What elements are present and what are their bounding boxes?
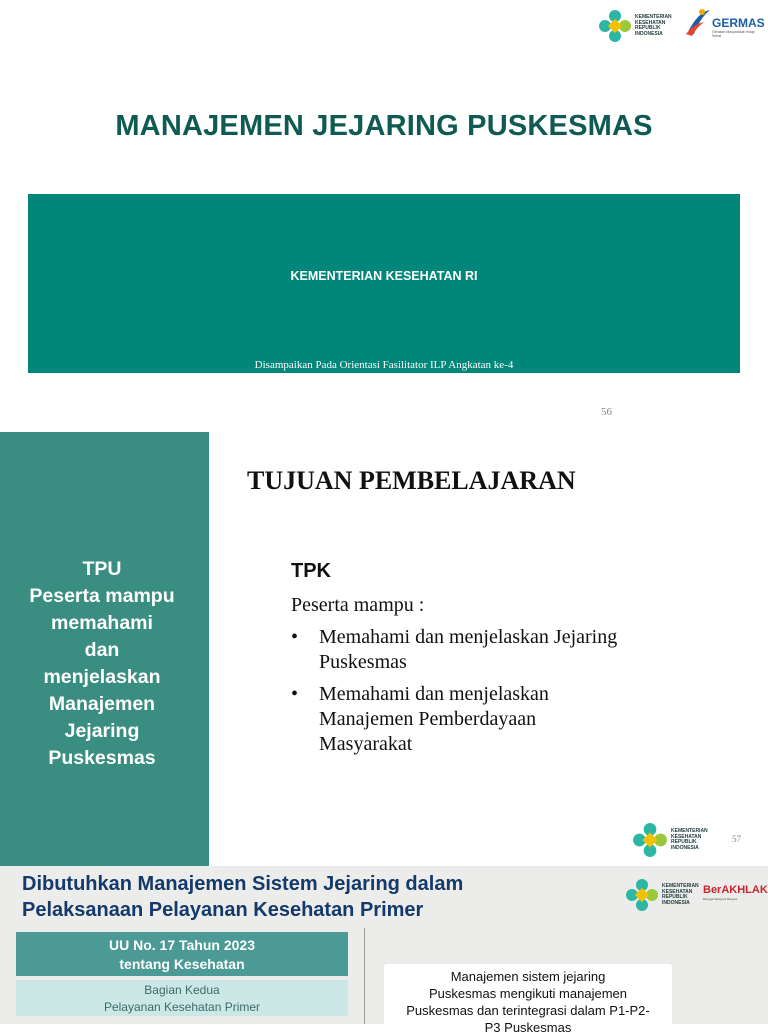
tpu-line: TPU (82, 558, 122, 580)
heading-line: Dibutuhkan Manajemen Sistem Jejaring dalam (22, 873, 464, 895)
vertical-divider (364, 928, 365, 1024)
logo-line: KESEHATAN (671, 833, 702, 840)
network-description-box (384, 964, 672, 1034)
kemenkes-logo-text (662, 884, 699, 906)
logo-line: KEMENTERIAN (671, 828, 708, 834)
tpk-intro: Peserta mampu : (291, 594, 425, 616)
logo-line: KESEHATAN (635, 19, 666, 26)
tpu-text (0, 556, 204, 772)
tpk-label: TPK (291, 560, 331, 582)
slide-title (0, 0, 768, 432)
kemenkes-logo (632, 822, 708, 858)
section-line: Pelayanan Kesehatan Primer (103, 1000, 261, 1014)
tpu-panel (0, 432, 209, 866)
title-band (28, 194, 740, 373)
logo-line: INDONESIA (635, 30, 663, 37)
section-reference-box (16, 980, 348, 1016)
slide-heading (22, 871, 463, 923)
slide-learning-objectives (0, 432, 768, 866)
slide-title-heading: MANAJEMEN JEJARING PUSKESMAS (115, 110, 653, 142)
logo-line: INDONESIA (671, 844, 699, 851)
logo-line: KESEHATAN (662, 888, 693, 895)
law-line: UU No. 17 Tahun 2023 (108, 937, 255, 953)
page-number: 57 (732, 834, 741, 844)
germas-logo-subtext: Gerakan Masyarakat Hidup Sehat (712, 30, 755, 38)
bullet-text: Memahami dan menjelaskan Manajemen Pemberdayaan Masyarakat (319, 683, 549, 755)
germas-emblem-icon (684, 6, 712, 38)
kemenkes-emblem-icon (625, 878, 659, 912)
logo-line: KEMENTERIAN (662, 883, 699, 889)
berakhlak-tagline: Bangga Melayani Bangsa (703, 897, 738, 901)
slide-network-management (0, 866, 768, 1035)
logo-line: REPUBLIK (635, 25, 661, 31)
bullet-icon: • (291, 683, 299, 705)
tpu-line: Puskesmas (48, 747, 156, 769)
tpu-line: dan (84, 639, 120, 661)
kemenkes-logo (625, 878, 699, 912)
kemenkes-logo-text (635, 15, 672, 37)
tpu-line: Peserta mampu (29, 585, 175, 607)
law-line: tentang Kesehatan (119, 956, 245, 972)
description-line: P3 Puskesmas (484, 1020, 572, 1035)
germas-logo (684, 6, 764, 42)
organization-name: KEMENTERIAN KESEHATAN RI (290, 269, 478, 283)
section-line: Bagian Kedua (144, 983, 220, 997)
berakhlak-logo: BerAKHLAK (703, 884, 768, 896)
logo-line: REPUBLIK (662, 894, 688, 900)
logo-line: REPUBLIK (671, 839, 697, 845)
bullet-text: Memahami dan menjelaskan Jejaring Puskesmas (319, 626, 618, 673)
presentation-subtitle: Disampaikan Pada Orientasi Fasilitator ILP Angkatan ke-4 (254, 359, 514, 371)
tpu-line: memahami (51, 612, 153, 634)
germas-logo-text: GERMAS (712, 16, 765, 30)
kemenkes-logo-text (671, 829, 708, 851)
bullet-icon: • (291, 626, 299, 648)
kemenkes-emblem-icon (632, 822, 668, 858)
description-line: Manajemen sistem jejaring (450, 969, 606, 984)
kemenkes-logo (598, 8, 682, 44)
objectives-heading: TUJUAN PEMBELAJARAN (247, 466, 576, 495)
description-line: Puskesmas dan terintegrasi dalam P1-P2- (406, 1003, 650, 1018)
heading-line: Pelaksanaan Pelayanan Kesehatan Primer (22, 899, 424, 921)
logo-line: INDONESIA (662, 899, 690, 906)
tpu-line: Manajemen (48, 693, 156, 715)
law-reference-box (16, 932, 348, 976)
tpu-line: Jejaring (64, 720, 140, 742)
kemenkes-emblem-icon (598, 9, 632, 43)
tpu-line: menjelaskan (43, 666, 161, 688)
page-number: 56 (601, 406, 612, 418)
logo-line: KEMENTERIAN (635, 14, 672, 20)
description-line: Puskesmas mengikuti manajemen (429, 986, 627, 1001)
